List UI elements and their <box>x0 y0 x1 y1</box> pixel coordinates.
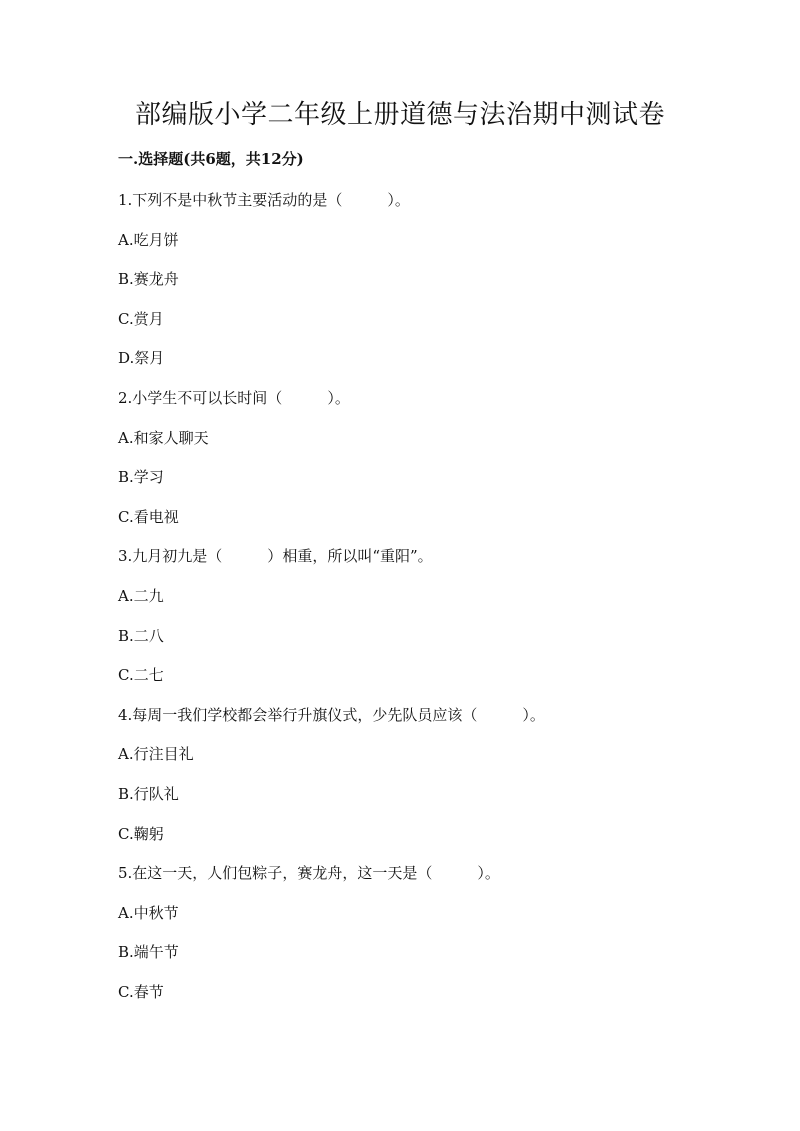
question-stem: 3.九月初九是（ ）相重，所以叫“重阳”。 <box>118 547 433 566</box>
question-stem: 1.下列不是中秋节主要活动的是（ ）。 <box>118 191 410 209</box>
answer-option: D.祭月 <box>118 349 165 368</box>
answer-option: C.看电视 <box>118 507 179 526</box>
section-heading: 一.选择题(共6题，共12分) <box>118 150 304 168</box>
page-title: 部编版小学二年级上册道德与法治期中测试卷 <box>134 100 665 130</box>
question-stem: 5.在这一天，人们包粽子，赛龙舟，这一天是（ ）。 <box>118 864 500 883</box>
answer-option: B.端午节 <box>118 943 179 962</box>
answer-option: C.春节 <box>118 982 164 1001</box>
answer-option: C.二七 <box>118 666 164 685</box>
answer-option: A.和家人聊天 <box>118 428 209 447</box>
question-stem: 2.小学生不可以长时间（ ）。 <box>118 388 350 407</box>
answer-option: C.鞠躬 <box>118 824 164 843</box>
question-stem: 4.每周一我们学校都会举行升旗仪式，少先队员应该（ ）。 <box>118 705 545 724</box>
answer-option: B.二八 <box>118 626 164 645</box>
answer-option: B.赛龙舟 <box>118 270 179 289</box>
answer-option: C.赏月 <box>118 309 164 328</box>
answer-option: B.行队礼 <box>118 784 179 803</box>
answer-option: B.学习 <box>118 468 164 487</box>
answer-option: A.二九 <box>118 586 164 605</box>
answer-option: A.行注目礼 <box>118 745 194 764</box>
answer-option: A.吃月饼 <box>118 230 179 249</box>
question-list <box>118 190 718 1021</box>
answer-option: A.中秋节 <box>118 903 179 922</box>
